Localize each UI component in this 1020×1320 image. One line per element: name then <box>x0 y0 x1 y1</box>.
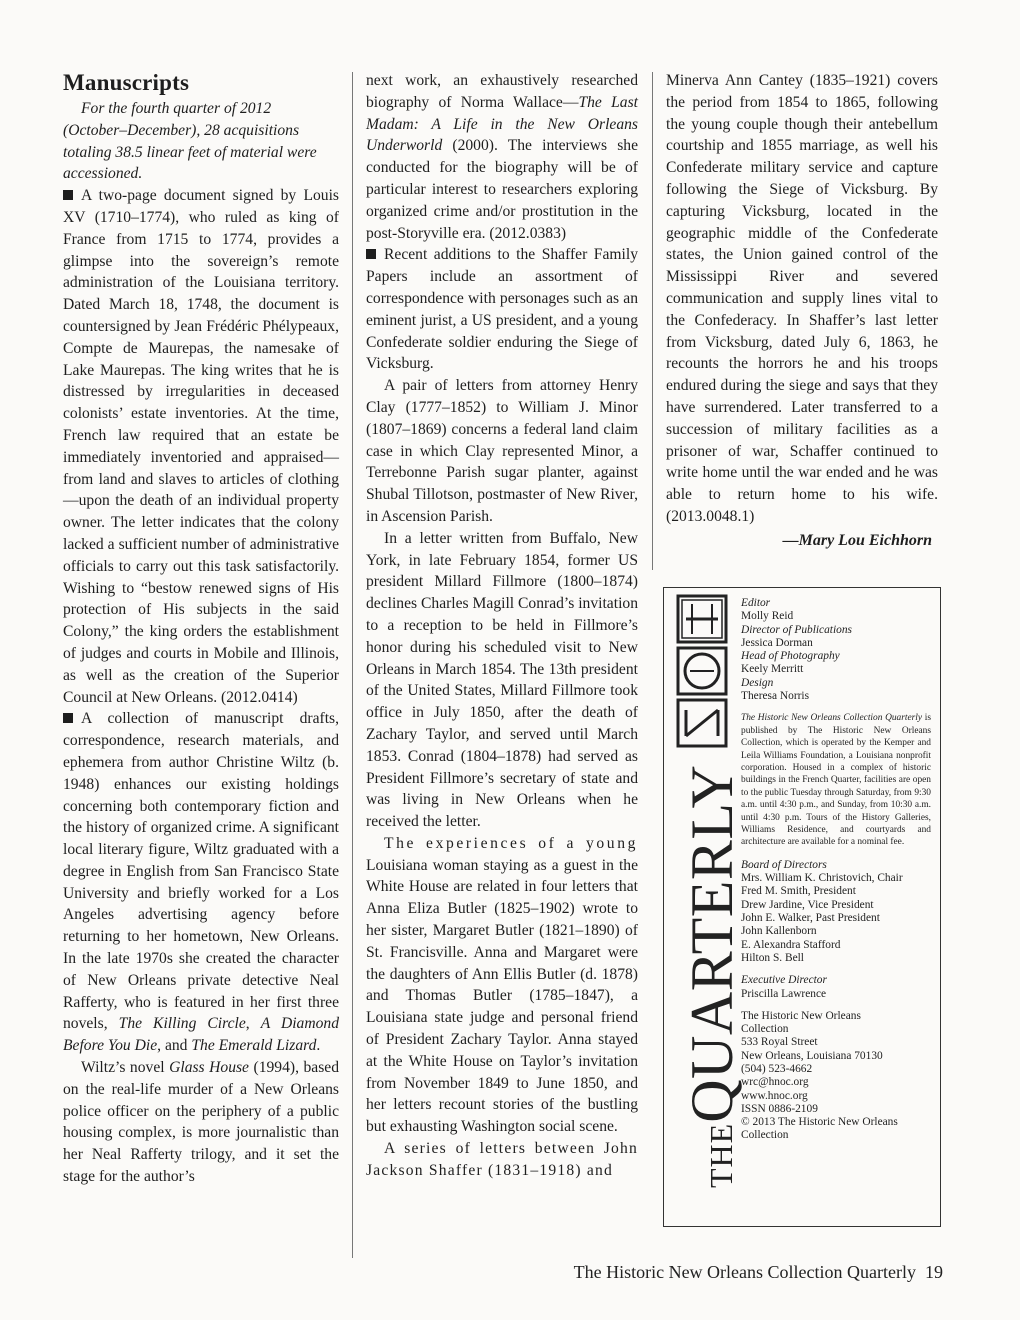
role-label: Head of Photography <box>741 650 840 663</box>
website-link[interactable]: www.hnoc.org <box>741 1089 808 1102</box>
address-line: The Historic New Orleans <box>741 1009 861 1022</box>
page-footer: The Historic New Orleans Collection Quarterly 19 <box>573 1262 943 1282</box>
column-3 <box>666 70 938 552</box>
board-member: E. Alexandra Stafford <box>741 938 841 951</box>
role-label: Design <box>741 676 774 689</box>
staff-name: Keely Merritt <box>741 663 804 676</box>
article-paragraph: A two-page document signed by Louis XV (1710–1774), who ruled as king of France from 1715 to 1774, provides a glimpse into the sovereign’s remote administration of the Louisiana territory. Dated March 18, 1748, the document is countersigned by Jean Frédéric Phélypeaux, Compte de Maurepas, the namesake of Lake Maurepas. The king writes that he is distressed by irregularities in deceased colonists’ estate inventories. At the time, French law required that an estate be immediately inventoried and appraised—from land and slaves to articles of clothing—upon the death of an individual property owner. The letter indicates that the colony lacked a sufficient number of administrative officials to carry out this task satisfactorily. Wishing to “bestow renewed signs of His protection of His subjects in the said Colony,” the king orders the establishment of judges and courts in Mobile and Illinois, as well as the creation of the Superior Council at New Orleans. (2012.0414) <box>63 187 339 706</box>
staff-name: Molly Reid <box>741 610 794 623</box>
page-number: 19 <box>925 1262 943 1282</box>
role-label: Editor <box>741 597 771 609</box>
role-label: Board of Directors <box>741 858 827 871</box>
board-member: Hilton S. Bell <box>741 951 804 964</box>
column-1 <box>63 70 339 1188</box>
address-block <box>741 1010 931 1143</box>
board-member: John Kallenborn <box>741 925 817 938</box>
article-paragraph: Minerva Ann Cantey (1835–1921) covers the period from 1854 to 1865, following the young couple though their antebellum courtship and 1855 marriage, as well his Confederate military service and capture following the Siege of Vicksburg. By capturing Vicksburg, located in the geographic middle of the Confederate states, the Union gained control of the Mississippi River and severed communication and supply lines vital to the Confederacy. In Shaffer’s last letter from Vicksburg, dated July 6, 1863, he recounts the horrors he and his troops endured during the siege and says that they have surrendered. Later transferred to a succession of military facilities as a prisoner of war, Schaffer continued to write home until the war ended and he was able to return home to his wife. (2013.0048.1) <box>666 72 938 525</box>
hnoc-monogram-icon <box>672 592 732 1224</box>
role-label: Director of Publications <box>741 623 852 636</box>
article-paragraph: A series of letters between John Jackson Shaffer (1831–1918) and <box>366 1140 638 1179</box>
staff-name: Theresa Norris <box>741 690 809 703</box>
column-divider <box>352 72 353 1258</box>
address-line: Collection <box>741 1023 789 1036</box>
article-paragraph: The experiences of a young Louisiana woman staying as a guest in the White House are related in four letters that Anna Eliza Butler (1825–1902) wrote to her sister, Margaret Butler (1821–1890) of St. Francisville. Anna and Margaret were the daughters of Ann Ellis Butler (d. 1878) and Thomas Butler (1785–1847), a Louisiana state judge and personal friend of President Zachary Taylor. Anna stayed at the White House on Taylor’s invitation from November 1849 to June 1850, and her letters recount stories of the bustling but exhausting Washington social scene. <box>366 834 638 1136</box>
author-byline: —Mary Lou Eichhorn <box>782 531 932 549</box>
email-link[interactable]: wrc@hnoc.org <box>741 1076 809 1089</box>
logo-graphic <box>672 592 732 1224</box>
address-line: © 2013 The Historic New Orleans <box>741 1116 898 1129</box>
section-subtitle: For the fourth quarter of 2012 (October–December), 28 acquisitions totaling 38.5 linear feet of material were accessioned. <box>63 100 317 183</box>
article-paragraph: next work, an exhaustively researched biography of Norma Wallace—The Last Madam: A Life in the New Orleans Underworld (2000). The interviews she conducted for the biography will be of particular interest to researchers exploring organized crime and/or prostitution in the post-Storyville era. (2012.0383) <box>366 72 638 242</box>
role-label: Executive Director <box>741 974 827 987</box>
article-paragraph: Recent additions to the Shaffer Family Papers include an assortment of correspondence with personages such as an eminent jurist, a US president, and a young Confederate soldier enduring the Siege of Vicksburg. <box>366 246 638 373</box>
address-line: (504) 523-4662 <box>741 1063 813 1075</box>
address-line: New Orleans, Louisiana 70130 <box>741 1049 883 1062</box>
article-paragraph: In a letter written from Buffalo, New York, in late February 1854, former US president Millard Fillmore (1800–1874) declines Charles Magill Conrad’s invitation to a reception to be held in Fillmore’s honor during his scheduled visit to New Orleans in March 1854. The 13th president of the United States, Millard Fillmore took office in July 1850, after the death of Zachary Taylor, and served until March 1853. Conrad (1804–1878) had served as President Fillmore’s secretary of state and was living in New Orleans when he received the letter. <box>366 529 638 831</box>
board-member: Fred M. Smith, President <box>741 885 856 898</box>
square-bullet-icon <box>366 249 376 259</box>
masthead-staff <box>741 597 931 1143</box>
address-line: ISSN 0886-2109 <box>741 1102 818 1115</box>
address-line: Collection <box>741 1129 789 1142</box>
board-member: Mrs. William K. Christovich, Chair <box>741 872 903 885</box>
board-list <box>741 872 931 965</box>
article-paragraph: A collection of manuscript drafts, correspondence, research materials, and ephemera from author Christine Wiltz (b. 1948) enhances our existing holdings concerning both contemporary fiction and the history of organized crime. A significant local literary figure, Wiltz graduated with a degree in English from San Francisco State University and briefly worked for a Los Angeles advertising agency before returning to her hometown, New Orleans. In the late 1970s she created the character of New Orleans private detective Neal Rafferty, who is featured in her first three novels, The Killing Circle, A Diamond Before You Die, and The Emerald Lizard. <box>63 710 340 1055</box>
address-line: 533 Royal Street <box>741 1036 818 1049</box>
about-text: The Historic New Orleans Collection Quarterly is published by The Historic New Orleans Collection, which is operated by the Kemper and Leila Williams Foundation, a Louisiana nonprofit corporation. Housed in a complex of historic buildings in the French Quarter, facilities are open to the public Tuesday through Saturday, from 9:30 a.m. until 4:30 p.m., and Sunday, from 10:30 a.m. until 4:30 p.m. Tours of the History Galleries, Williams Residence, and courtyards and architecture are available for a nominal fee. <box>741 713 931 848</box>
section-title: Manuscripts <box>63 70 190 95</box>
article-paragraph: Wiltz’s novel Glass House (1994), based on the real-life murder of a New Orleans police officer on the periphery of a public housing complex, is more journalistic than her Neal Rafferty trilogy, and it set the stage for the author’s <box>63 1059 339 1186</box>
staff-name: Jessica Dorman <box>741 636 813 649</box>
board-member: Drew Jardine, Vice President <box>741 898 874 911</box>
board-member: John E. Walker, Past President <box>741 912 880 925</box>
column-2 <box>366 70 638 1182</box>
quarterly-wordmark: THEQUARTERLY <box>679 764 745 1188</box>
article-paragraph: A pair of letters from attorney Henry Clay (1777–1852) to William J. Minor (1807–1869) concerns a federal land claim case in which Clay represented Minor, a Terrebonne Parish sugar planter, against Shubal Tillotson, postmaster of New River, in Ascension Parish. <box>366 377 638 525</box>
column-divider <box>652 72 653 570</box>
square-bullet-icon <box>63 713 73 723</box>
staff-name: Priscilla Lawrence <box>741 987 827 1000</box>
square-bullet-icon <box>63 190 73 200</box>
